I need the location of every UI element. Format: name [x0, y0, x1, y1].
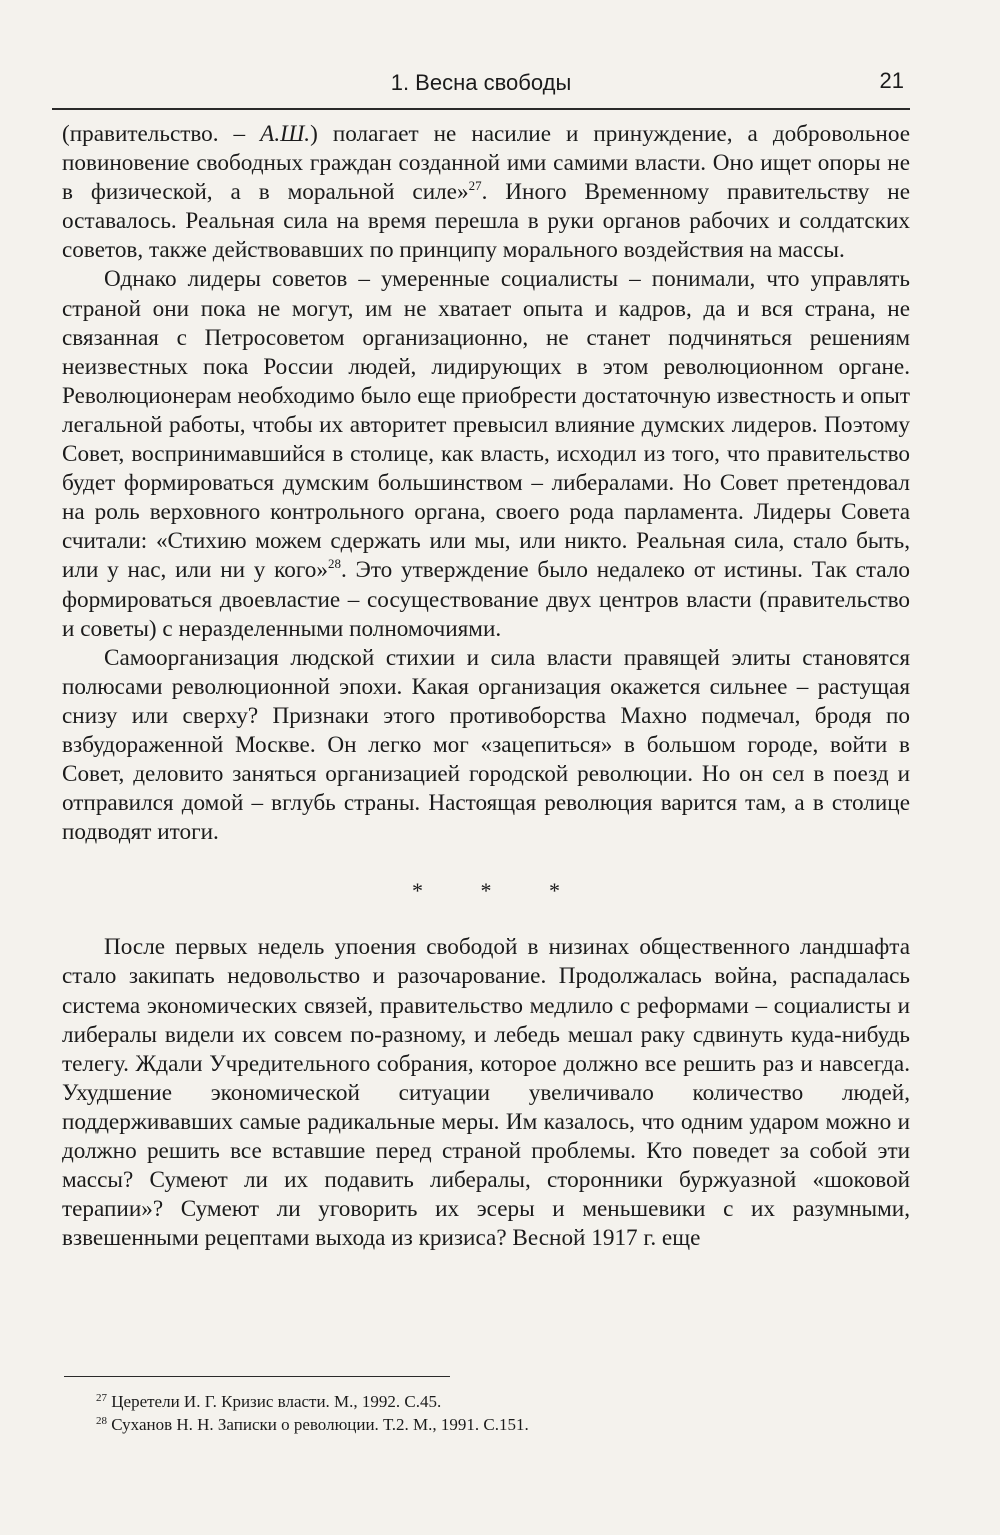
- paragraph-2-part-b: . Это утверждение было недалеко от истины. Так стало формироваться двоевластие – сосуществование двух центров власти (правительство и советы) с неразделенными полномочиями.: [62, 557, 910, 642]
- footnote-mark: 27: [96, 1392, 107, 1404]
- footnote-text: Суханов Н. Н. Записки о революции. Т.2. М., 1991. С.151.: [107, 1415, 529, 1434]
- author-initials: А.Ш.: [260, 121, 311, 147]
- paragraph-4: После первых недель упоения свободой в низинах общественного ландшафта стало закипать недовольство и разочарование. Продолжалась война, распадалась система экономических связей, правительство медлило с реформами – социалисты и либералы видели их совсем по-разному, и лебедь мешал раку сдвинуть куда-нибудь телегу. Ждали Учредительного собрания, которое должно все решить раз и навсегда. Ухудшение экономической ситуации увеличивало количество людей, поддерживавших самые радикальные меры. Им казалось, что одним ударом можно и должно решить все вставшие перед страной проблемы. Кто поведет за собой эти массы? Сумеют ли их подавить либералы, сторонники буржуазной «шоковой терапии»? Сумеют ли уговорить их эсеры и меньшевики с их разумными, взвешенными рецептами выхода из кризиса? Весной 1917 г. еще: [62, 934, 910, 1252]
- footnote-mark: 28: [96, 1415, 107, 1427]
- paragraph-1-part-d: . Иного Временному правительству не оставалось. Реальная сила на время перешла в руки органов рабочих и солдатских советов, также действовавших по принципу морального воздействия на массы.: [62, 179, 910, 264]
- paragraph-1-part-c: ) полагает не насилие и принуждение, а добровольное повиновение свободных граждан созданной ими самими власти. Оно ищет опоры не в физической, а в моральной силе»: [62, 121, 910, 206]
- paragraph-2: [62, 265, 910, 643]
- section-break-asterisks: * * *: [412, 878, 586, 904]
- footnote-28: [96, 1413, 896, 1436]
- footnote-rule: [64, 1376, 450, 1377]
- running-header: [52, 64, 910, 110]
- footnote-27: [96, 1390, 896, 1413]
- footnote-ref-28[interactable]: 28: [327, 556, 341, 572]
- body-text: [62, 120, 910, 1253]
- footnote-ref-27[interactable]: 27: [468, 178, 482, 194]
- paragraph-3: Самоорганизация людской стихии и сила власти правящей элиты становятся полюсами революционной эпохи. Какая организация окажется сильнее – растущая снизу или сверху? Признаки этого противоборства Махно подмечал, бродя по взбудораженной Москве. Он легко мог «зацепиться» в большом городе, войти в Совет, деловито заняться организацией городской революции. Но он сел в поезд и отправился домой – вглубь страны. Настоящая революция варится там, а в столице подводят итоги.: [62, 644, 910, 846]
- paragraph-1-part-a: (правительство. –: [62, 121, 261, 147]
- running-title: 1. Весна свободы: [390, 70, 572, 95]
- page-number: 21: [879, 68, 904, 93]
- footnote-text: Церетели И. Г. Кризис власти. М., 1992. С.45.: [107, 1392, 442, 1411]
- paragraph-2-part-a: Однако лидеры советов – умеренные социалисты – понимали, что управлять страной они пока не могут, им не хватает опыта и кадров, да и вся страна, не связанная с Петросоветом организационно, не станет подчиняться решениям неизвестных пока России людей, лидирующих в этом революционном органе. Революционерам необходимо было еще приобрести достаточную известность и опыт легальной работы, чтобы их авторитет превысил влияние думских лидеров. Поэтому Совет, воспринимавшийся в столице, как власть, исходил из того, что правительство будет формироваться думским большинством – либералами. Но Совет претендовал на роль верховного контрольного органа, своего рода парламента. Лидеры Совета считали: «Стихию можем сдержать или мы, или никто. Реальная сила, стало быть, или у нас, или ни у кого»: [62, 266, 910, 584]
- footnotes: [96, 1390, 896, 1436]
- paragraph-1: [62, 120, 910, 265]
